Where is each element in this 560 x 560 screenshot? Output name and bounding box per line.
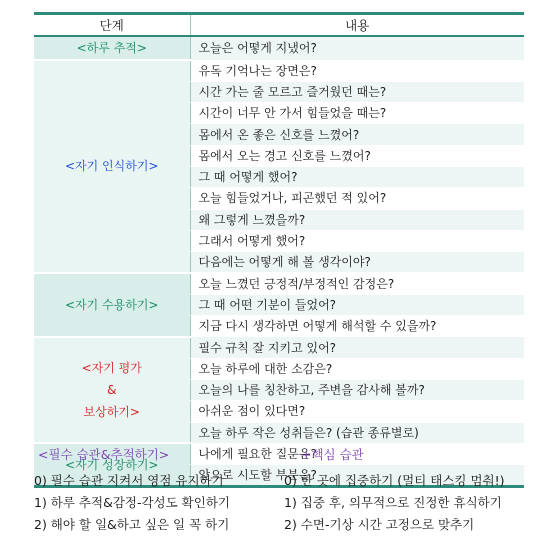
table-row-item: 오늘 하루에 대한 소감은? (190, 358, 524, 379)
table-row-item: 그 때 어떻게 했어? (190, 166, 524, 187)
table-row-item: 다음에는 어떻게 해 볼 생각이야? (190, 252, 524, 273)
table-row-item: 왜 그렇게 느꼈을까? (190, 209, 524, 230)
table-row-item: 그래서 어떻게 했어? (190, 230, 524, 251)
table-row-item: 몸에서 온 좋은 신호를 느꼈어? (190, 124, 524, 145)
core-habit-item: 2) 수면-기상 시간 고정으로 맞추기 (284, 517, 475, 532)
stage-growth: <자기 성장하기> (34, 443, 190, 487)
core-habit-item: 0) 한 곳에 집중하기 (멀티 태스킹 멈춰!) (284, 473, 505, 488)
table-row-item: 앞으로 시도할 부분은? (190, 465, 524, 487)
table-row-item: 필수 규칙 잘 지키고 있어? (190, 337, 524, 358)
table-row-item: 아쉬운 점이 있다면? (190, 401, 524, 422)
table-row-item: 오늘의 나를 칭찬하고, 주변을 감사해 볼까? (190, 379, 524, 400)
stage-evaluation-line1: <자기 평가 (81, 361, 142, 376)
stage-evaluation-line3: 보상하기> (83, 405, 140, 420)
essential-habits-heading: <필수 습관&추적하기> (38, 447, 170, 462)
stage-awareness: <자기 인식하기> (34, 60, 190, 273)
stage-evaluation-line2: & (107, 383, 117, 398)
table-row-item: 그 때 어떤 기분이 들었어? (190, 294, 524, 315)
header-stage: 단계 (34, 14, 190, 37)
essential-habit-item: 0) 필수 습관 지켜서 영점 유지하기 (34, 473, 224, 488)
stage-track: <하루 추적> (34, 36, 190, 60)
core-habits-heading: +핵심 습관 (301, 447, 364, 462)
table-row-item: 오늘 힘들었거나, 피곤했던 적 있어? (190, 188, 524, 209)
table-row-item: 유독 기억나는 장면은? (190, 60, 524, 81)
essential-habit-item: 1) 하루 추적&감정-각성도 확인하기 (34, 495, 230, 510)
habits-section (34, 444, 534, 536)
table-row-item: 시간 가는 줄 모르고 즐거웠던 때는? (190, 81, 524, 102)
essential-habit-item: 2) 해야 할 일&하고 싶은 일 꼭 하기 (34, 517, 230, 532)
table-row-item: 오늘 하루 작은 성취들은? (습관 종류별로) (190, 422, 524, 443)
core-habit-item: 1) 집중 후, 의무적으로 진정한 휴식하기 (284, 495, 502, 510)
reflection-table (34, 12, 524, 488)
table-row-item: 오늘은 어떻게 지냈어? (190, 36, 524, 60)
stage-acceptance: <자기 수용하기> (34, 273, 190, 337)
table-row-item: 몸에서 오는 경고 신호를 느꼈어? (190, 145, 524, 166)
table-row-item: 지금 다시 생각하면 어떻게 해석할 수 있을까? (190, 316, 524, 337)
table-row-item: 오늘 느꼈던 긍정적/부정적인 감정은? (190, 273, 524, 294)
table-row-item: 나에게 필요한 질문은? (190, 443, 524, 464)
table-row-item: 시간이 너무 안 가서 힘들었을 때는? (190, 103, 524, 124)
header-content: 내용 (190, 14, 524, 37)
stage-evaluation (34, 337, 190, 443)
